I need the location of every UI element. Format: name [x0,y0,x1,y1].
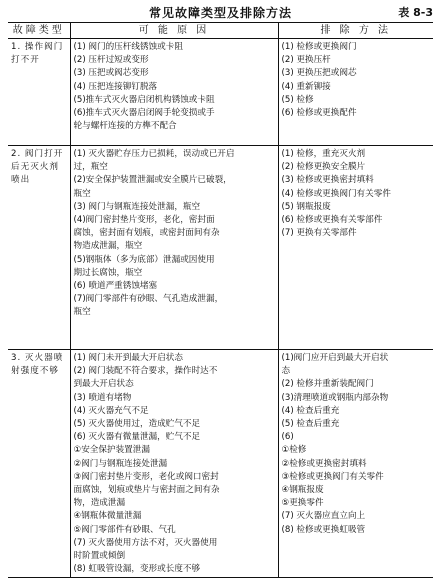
remedies-cell [278,39,433,146]
header-remedies: 排 除 方 法 [278,23,433,39]
table-row-operate-valve-wont-open [8,39,433,146]
page-title: 常见故障类型及排除方法 [148,6,292,20]
fault-type-cell [8,39,70,146]
cause-line: 物，造成泄漏 [73,498,126,509]
remedy-line: (4) 检修或更换阀门有关零件 [281,188,391,199]
remedies-cell [278,146,433,350]
table-number: 表 8-3 [398,6,433,19]
remedy-line: ⑤更换零件 [281,498,324,509]
remedy-line: (2) 检修并重新装配阀门 [281,379,374,390]
cause-line: (6) 喷道严重锈蚀堵塞 [73,281,158,292]
causes-cell [70,39,278,146]
remedy-line: (5) 钢瓶报废 [281,201,331,212]
remedy-line: (6) 检修或更换配件 [281,108,357,119]
cause-line: (2) 压杆过短或变形 [73,55,149,66]
cause-line: (6)推车式灭火器启闭阀手轮变损或手 [73,108,215,119]
fault-type-text: 3. 灭火器喷射强度不够 [11,353,64,377]
fault-table [8,22,433,578]
cause-line: 腐蚀，密封面有划痕，或密封面间有杂 [73,228,220,239]
cause-line: 物造成泄漏，瓶空 [73,241,143,252]
causes-cell [70,350,278,578]
remedy-line: (8) 检修或更换虹吸管 [281,524,366,535]
cause-line: 时阶置或倾倒 [73,551,126,562]
remedy-line: (1)阀门应开启到最大开启状 [281,353,389,363]
remedies-cell [278,350,433,578]
cause-line: (1) 阀门的压杆线锈蚀或卡阻 [73,42,183,52]
fault-type-cell [8,146,70,350]
cause-line: (8) 虹吸管设漏，变形或长度不够 [73,564,201,575]
cause-line: 期过长腐蚀，瓶空 [73,267,143,278]
cause-line: (7) 灭火器使用方法不对，灭火器使用 [73,537,218,548]
cause-line: 到最大开启状态 [73,379,134,390]
cause-line: (1) 灭火器贮存压力已损耗，误动或已开启 [73,149,235,159]
remedy-line: (1) 检修或更换阀门 [281,42,357,52]
cause-line: 轮与螺杆连接的方榫不配合 [73,121,177,132]
table-body [8,39,433,578]
causes-cell [70,146,278,350]
cause-line: (3) 阀门与钢瓶连接处泄漏，瓶空 [73,201,201,212]
remedy-line: (6) [281,432,294,443]
cause-line: 瓶空 [73,188,91,199]
remedy-line: ②检修或更换密封填料 [281,458,367,469]
cause-line: (6) 灭火器有微量泄漏，贮气不足 [73,432,201,443]
cause-line: (4) 灭火器充气不足 [73,405,149,416]
cause-line: (5) 灭火器使用过，造成贮气不足 [73,419,201,430]
table-row-no-agent-discharged [8,146,433,350]
remedy-line: ④钢瓶报废 [281,485,324,496]
remedy-line: (5) 检查后重充 [281,419,340,430]
remedy-line: (5) 检修 [281,94,314,105]
header-row [8,23,433,39]
remedy-line: 态 [281,366,291,377]
header-fault-type: 故障类型 [8,23,70,39]
remedy-line: (4) 检查后重充 [281,405,340,416]
remedy-line: (2) 检修更换安全膜片 [281,162,366,173]
cause-line: (5)推车式灭火器启闭机构锈蚀或卡阻 [73,94,215,105]
remedy-line: (3) 更换压把或阀芯 [281,68,357,79]
cause-line: ④钢瓶体微量泄漏 [73,511,142,522]
fault-type-text: 1. 操作阀门打不开 [11,42,64,66]
header-possible-causes: 可 能 原 因 [70,23,278,39]
cause-line: ②阀门与钢瓶连接处泄漏 [73,458,168,469]
cause-line: ③阀门密封垫片变形，老化或阀口密封 [73,471,219,482]
remedy-line: (1) 检修，重充灭火剂 [281,149,366,159]
cause-line: (2)安全保护装置泄漏或安全膜片已破裂， [73,175,232,186]
cause-line: (3) 压把或阀芯变形 [73,68,149,79]
cause-line: (4) 压把连接铆钉脱落 [73,81,158,92]
cause-line: ⑤阀门零部件有砂眼、气孔 [73,524,176,535]
cause-line: 面腐蚀，划痕或垫片与密封面之间有杂 [73,485,220,496]
cause-line: (3) 喷道有堵物 [73,392,132,403]
remedy-line: (2) 更换压杆 [281,55,331,66]
remedy-line: (7) 灭火器应直立向上 [281,511,366,522]
cause-line: 过，瓶空 [73,162,108,173]
remedy-line: (3)清理喷道或钢瓶内部杂物 [281,392,389,403]
cause-line: (5)钢瓶体（多为底部）泄漏或因使用 [73,254,215,265]
cause-line: (4)阀门密封垫片变形，老化，密封面 [73,215,215,226]
remedy-line: ③检修或更换阀门有关零件 [281,471,384,482]
table-row-weak-discharge [8,350,433,578]
remedy-line: ①检修 [281,445,307,456]
remedy-line: (7) 更换有关零部件 [281,228,357,239]
cause-line: (7)阀门零部件有砂眼、气孔造成泄漏， [73,294,224,305]
remedy-line: (3) 检修或更换密封填料 [281,175,374,186]
cause-line: 瓶空 [73,307,91,318]
cause-line: ①安全保护装置泄漏 [73,445,150,456]
fault-type-cell [8,350,70,578]
cause-line: (2) 阀门装配不符合要求，操作时达不 [73,366,218,377]
cause-line: (1) 阀门未开到最大开启状态 [73,353,183,363]
fault-type-text: 2. 阀门打开后无灭火剂喷出 [11,149,64,186]
remedy-line: (4) 重新铆接 [281,81,331,92]
remedy-line: (6) 检修或更换有关零部件 [281,215,383,226]
